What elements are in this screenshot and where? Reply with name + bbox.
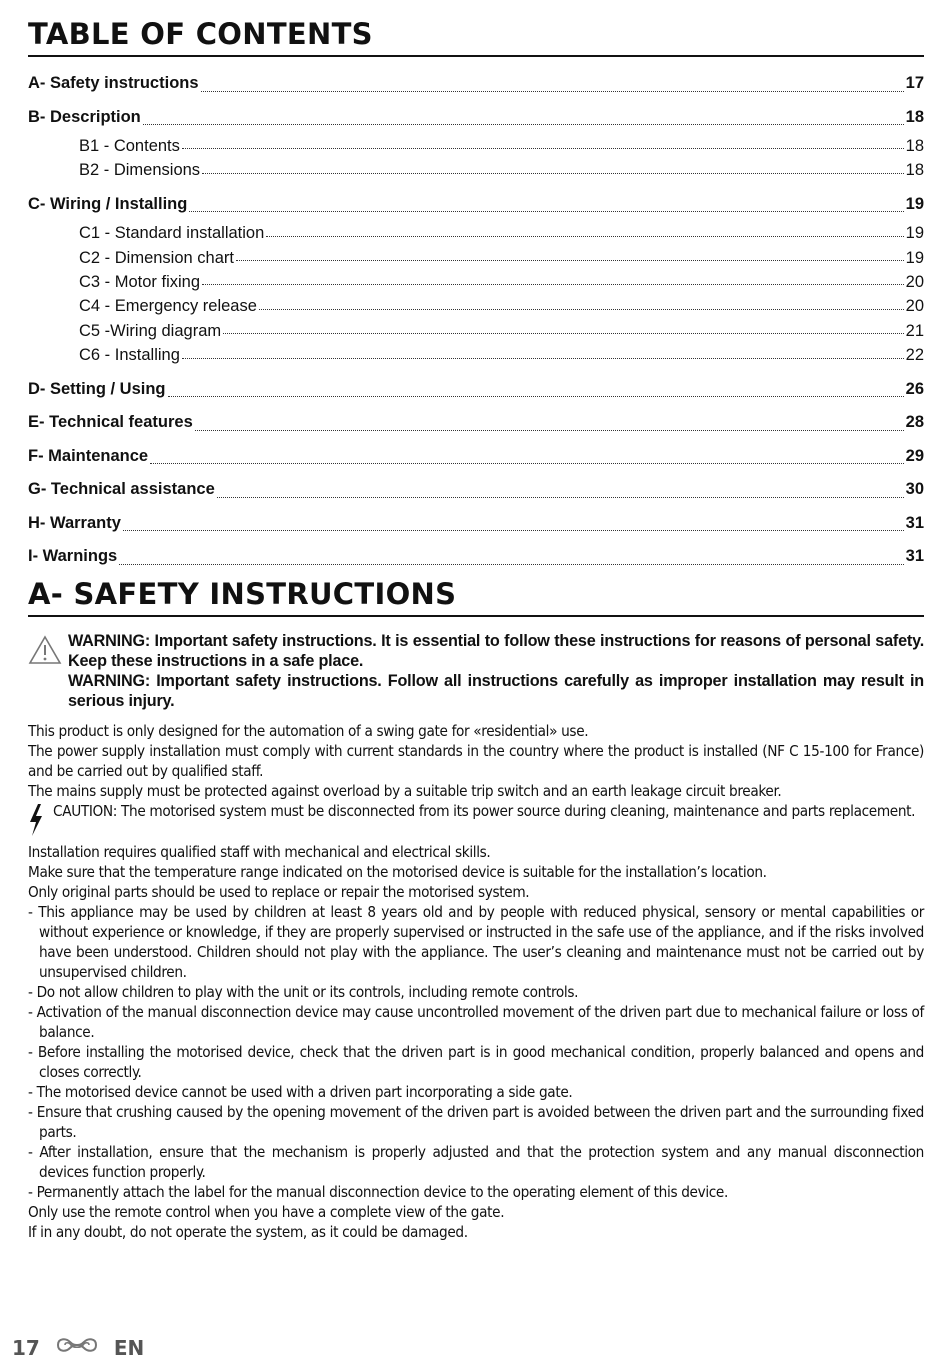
bullet-item: - Permanently attach the label for the manual disconnection device to the operating element of this device. [28,1182,728,1201]
body-paragraph: If in any doubt, do not operate the system, as it could be damaged. [28,1222,468,1241]
toc-entry-page: 18 [905,137,924,155]
page-footer [12,1335,144,1360]
body-paragraph: Only use the remote control when you have a complete view of the gate. [28,1202,505,1221]
toc-entry-label: D- Setting / Using [28,379,166,398]
toc-entry-label: C5 -Wiring diagram [79,321,222,340]
toc-entry-page: 21 [905,321,924,340]
toc-leader-dots [168,396,904,397]
toc-entry-page: 29 [905,446,924,465]
body-paragraph: Only original parts should be used to replace or repair the motorised system. [28,882,530,901]
toc-entry-page: 28 [905,413,924,432]
toc-leader-dots [182,358,904,359]
toc-entry [28,158,924,182]
toc-leader-dots [150,463,904,464]
toc-entry [28,221,924,245]
bullet-item: - After installation, ensure that the mechanism is properly adjusted and that the protection system and any manual disconnection devices function properly. [28,1142,924,1181]
toc-entry-page: 22 [905,346,924,365]
body-paragraph: The power supply installation must comply with current standards in the country where the product is installed (NF C 15-100 for France) and be carried out by qualified staff. [28,741,924,780]
toc-leader-dots [189,211,903,212]
toc-leader-dots [202,284,904,285]
language-code: EN [113,1335,145,1360]
toc-leader-dots [195,430,904,431]
safety-body [28,721,924,1242]
toc-leader-dots [202,173,904,174]
toc-entry-page: 19 [905,248,924,267]
toc-entry-page: 20 [905,273,924,292]
toc-entry-page: 19 [905,194,924,213]
toc-leader-dots [143,124,904,125]
toc-entry-label: I- Warnings [28,547,118,566]
toc-leader-dots [259,309,904,310]
body-paragraph: This product is only designed for the automation of a swing gate for «residential» use. [28,721,589,740]
warning-block [28,631,924,711]
toc-entry-page: 31 [905,547,924,566]
toc-entry-label: C3 - Motor fixing [79,273,201,292]
page-number: 17 [12,1335,40,1360]
toc-entry [28,319,924,343]
toc-entry-label: H- Warranty [28,513,121,532]
body-paragraph: Make sure that the temperature range indicated on the motorised device is suitable for the installation’s location. [28,862,767,881]
toc-entry-label: B- Description [28,107,141,126]
toc-leader-dots [223,333,904,334]
toc-entry [28,473,924,507]
toc-entry-label: B2 - Dimensions [79,161,201,180]
toc-entry [28,507,924,541]
bullet-item: - The motorised device cannot be used with a driven part incorporating a side gate. [28,1082,573,1101]
caution-note [28,801,924,842]
toc-leader-dots [266,236,903,237]
toc-entry-label: F- Maintenance [28,446,149,465]
warning-text [68,631,924,711]
toc-entry [28,67,924,101]
bullet-item: - Do not allow children to play with the unit or its controls, including remote controls. [28,982,579,1001]
table-of-contents [28,67,924,574]
toc-entry-page: 20 [905,297,924,316]
toc-title: TABLE OF CONTENTS [28,14,924,57]
body-paragraph: The mains supply must be protected against overload by a suitable trip switch and an earth leakage circuit breaker. [28,781,782,800]
lightning-bolt-icon [28,801,53,842]
toc-entry-page: 31 [905,513,924,532]
toc-leader-dots [182,148,904,149]
safety-section-title: A- SAFETY INSTRUCTIONS [28,574,924,617]
toc-leader-dots [217,497,904,498]
toc-entry-label: B1 - Contents [79,137,180,155]
toc-entry [28,101,924,135]
toc-entry-label: E- Technical features [28,413,193,432]
toc-entry-page: 26 [905,379,924,398]
toc-entry [28,406,924,440]
toc-entry-label: C4 - Emergency release [79,297,257,316]
toc-leader-dots [236,260,904,261]
body-paragraph: Installation requires qualified staff with mechanical and electrical skills. [28,842,491,861]
toc-entry-label: A- Safety instructions [28,74,199,92]
toc-entry [28,540,924,574]
toc-entry [28,440,924,474]
safety-bullet-list [28,902,924,1202]
toc-entry-label: C- Wiring / Installing [28,194,188,213]
toc-entry [28,246,924,270]
bullet-item: - Before installing the motorised device, check that the driven part is in good mechanical condition, properly balanced and opens and closes correctly. [28,1042,924,1081]
toc-entry-page: 18 [905,107,924,126]
toc-entry [28,343,924,367]
toc-entry-label: G- Technical assistance [28,480,215,499]
bullet-item: - This appliance may be used by children at least 8 years old and by people with reduced physical, sensory or mental capabilities or without experience or knowledge, if they are properly supervised or instructed in the safe use of the appliance, and if the risks involved have been understood. Children should not play with the appliance. The user’s cleaning and maintenance must not be carried out by unsupervised children. [28,902,924,981]
toc-entry [28,294,924,318]
toc-entry [28,188,924,222]
toc-entry-label: C6 - Installing [79,346,180,365]
toc-leader-dots [123,530,904,531]
warning-paragraph-1: WARNING: Important safety instructions. It is essential to follow these instructions for reasons of personal safety. Keep these instructions in a safe place. [68,631,924,670]
toc-leader-dots [201,91,904,92]
brand-logo-icon [52,1335,102,1360]
toc-entry [28,373,924,407]
bullet-item: - Activation of the manual disconnection device may cause uncontrolled movement of the driven part due to mechanical failure or loss of balance. [28,1002,924,1041]
warning-triangle-icon [28,631,68,711]
toc-entry [28,134,924,158]
document-page [28,14,924,1242]
caution-text: CAUTION: The motorised system must be disconnected from its power source during cleaning, maintenance and parts replacement. [53,801,916,820]
toc-entry-page: 18 [905,161,924,180]
toc-entry [28,270,924,294]
bullet-item: - Ensure that crushing caused by the opening movement of the driven part is avoided between the driven part and the surrounding fixed parts. [28,1102,924,1141]
toc-entry-page: 30 [905,480,924,499]
toc-leader-dots [119,564,903,565]
toc-entry-label: C2 - Dimension chart [79,248,234,267]
toc-entry-page: 19 [905,224,924,243]
toc-entry-label: C1 - Standard installation [79,224,265,243]
toc-entry-page: 17 [905,74,924,92]
warning-paragraph-2: WARNING: Important safety instructions. Follow all instructions carefully as improper installation may result in serious injury. [68,671,924,710]
